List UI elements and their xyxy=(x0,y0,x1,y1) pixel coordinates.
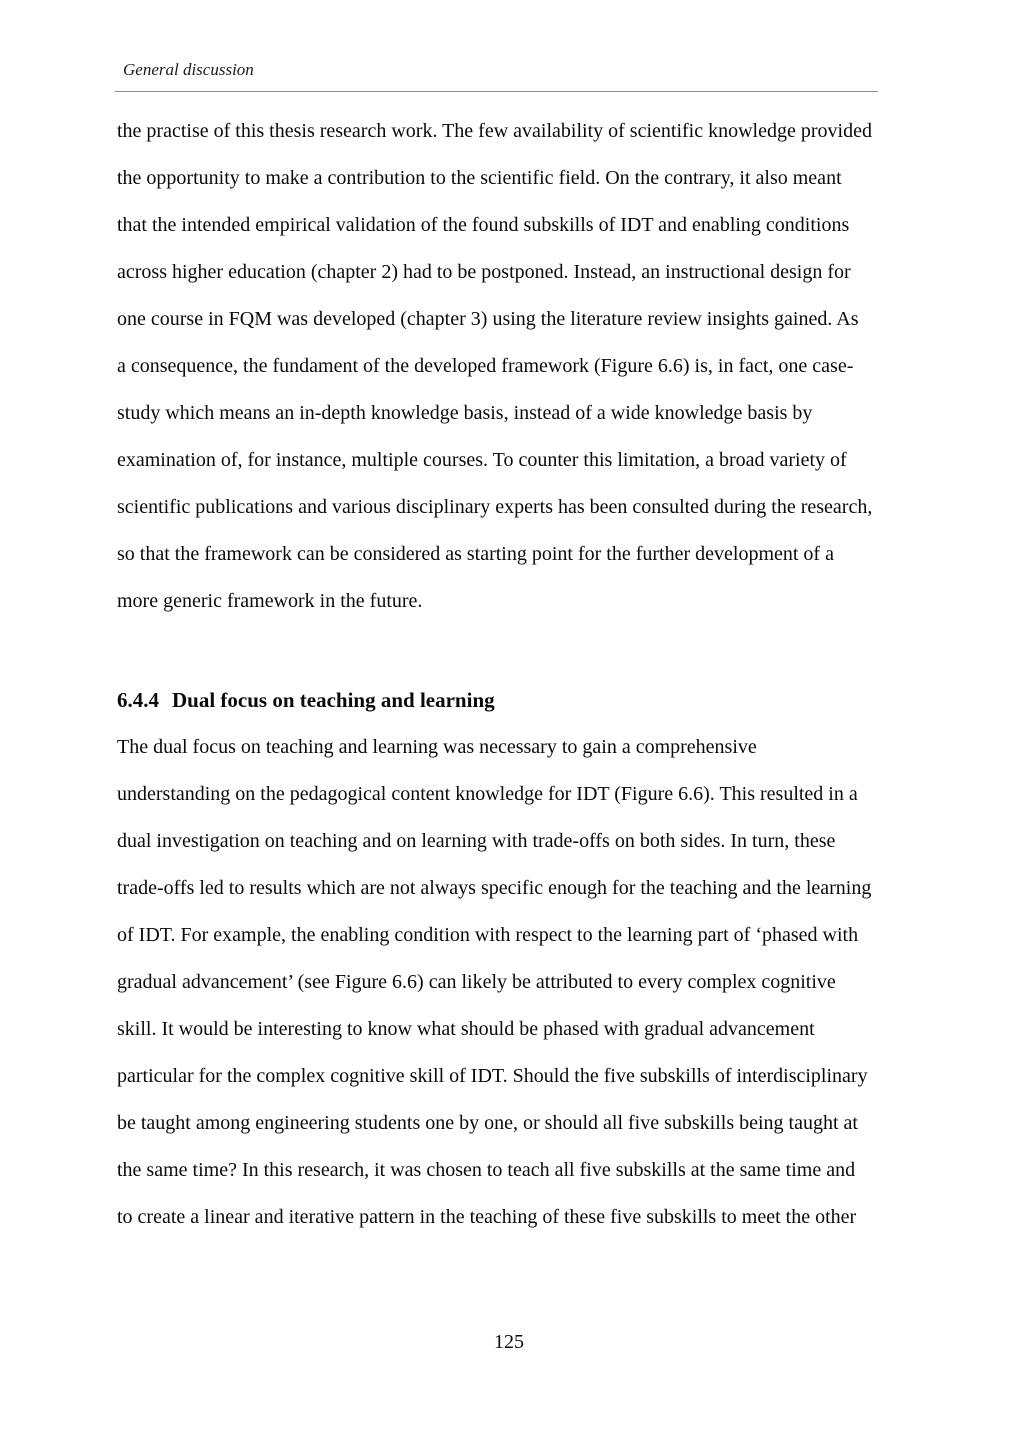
text-line: examination of, for instance, multiple courses. To counter this limitation, a broad variety of xyxy=(117,449,847,471)
paragraph xyxy=(117,108,901,625)
text-line: the same time? In this research, it was chosen to teach all five subskills at the same time and xyxy=(117,1159,856,1181)
text-line: so that the framework can be considered as starting point for the further development of a xyxy=(117,543,834,565)
body-text xyxy=(117,108,901,1241)
section-number: 6.4.4 xyxy=(117,688,159,712)
text-line: be taught among engineering students one by one, or should all five subskills being taught at xyxy=(117,1112,858,1134)
header-rule xyxy=(115,91,878,92)
paragraph xyxy=(117,724,901,1241)
text-line: gradual advancement’ (see Figure 6.6) can likely be attributed to every complex cognitive xyxy=(117,971,836,993)
text-line: particular for the complex cognitive skill of IDT. Should the five subskills of interdisciplinary xyxy=(117,1065,868,1087)
section-heading xyxy=(117,677,901,724)
text-line: dual investigation on teaching and on learning with trade-offs on both sides. In turn, these xyxy=(117,830,836,852)
text-line: more generic framework in the future. xyxy=(117,590,423,612)
text-line: study which means an in-depth knowledge basis, instead of a wide knowledge basis by xyxy=(117,402,813,424)
text-line: The dual focus on teaching and learning was necessary to gain a comprehensive xyxy=(117,736,757,758)
text-line: understanding on the pedagogical content knowledge for IDT (Figure 6.6). This resulted in a xyxy=(117,783,858,805)
running-header: General discussion xyxy=(123,60,254,79)
text-line: a consequence, the fundament of the developed framework (Figure 6.6) is, in fact, one case- xyxy=(117,355,854,377)
text-line: one course in FQM was developed (chapter 3) using the literature review insights gained. As xyxy=(117,308,859,330)
page-number: 125 xyxy=(494,1331,524,1353)
text-line: trade-offs led to results which are not always specific enough for the teaching and the learning xyxy=(117,877,872,899)
text-line: to create a linear and iterative pattern in the teaching of these five subskills to meet the other xyxy=(117,1206,857,1228)
text-line: the opportunity to make a contribution to the scientific field. On the contrary, it also meant xyxy=(117,167,842,189)
text-line: of IDT. For example, the enabling condition with respect to the learning part of ‘phased with xyxy=(117,924,859,946)
text-line: scientific publications and various disciplinary experts has been consulted during the research, xyxy=(117,496,873,518)
text-line: skill. It would be interesting to know what should be phased with gradual advancement xyxy=(117,1018,815,1040)
text-line: that the intended empirical validation of the found subskills of IDT and enabling conditions xyxy=(117,214,850,236)
text-line: across higher education (chapter 2) had to be postponed. Instead, an instructional design for xyxy=(117,261,851,283)
text-line: the practise of this thesis research work. The few availability of scientific knowledge provided xyxy=(117,120,872,142)
section-title: Dual focus on teaching and learning xyxy=(172,688,495,712)
